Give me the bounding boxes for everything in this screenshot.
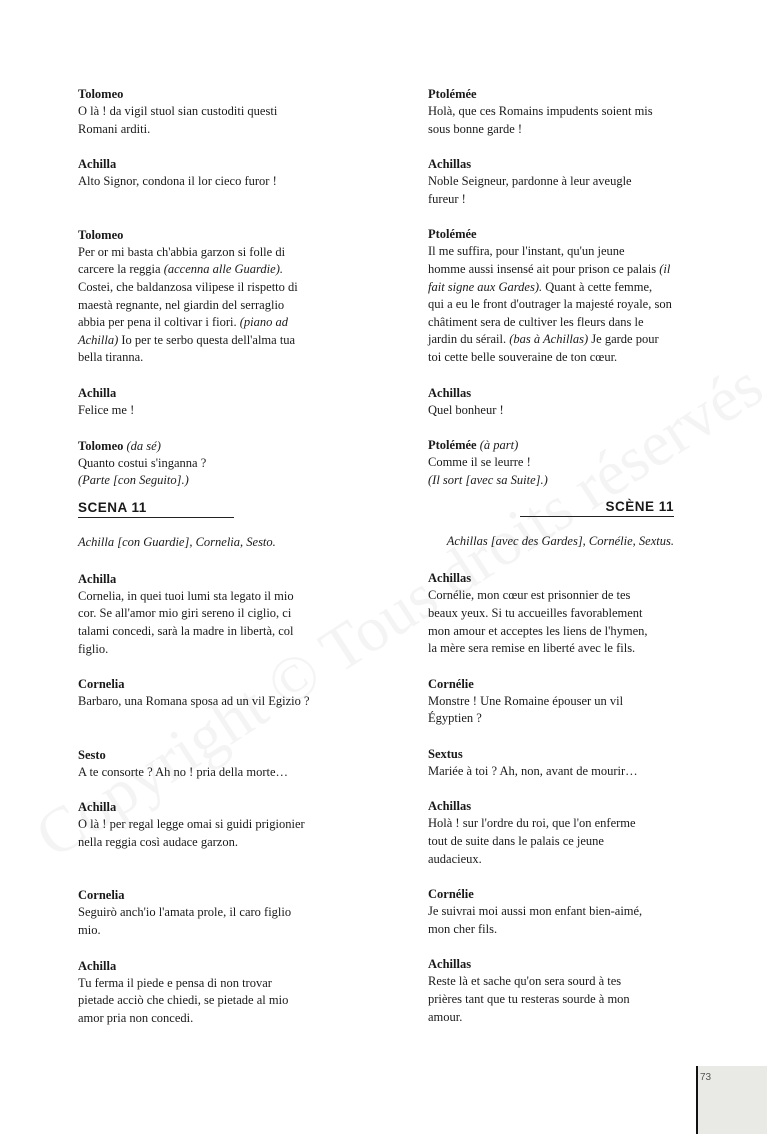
dialogue-line [78,588,326,606]
speaker-label: Cornélie [428,887,474,902]
dialogue-text: Alto Signor, condona il lor cieco furor ! [78,174,277,189]
speaker-label: Achillas [428,385,472,400]
dialogue-line [428,710,674,728]
dialogue-line [428,472,674,490]
speaker-name [428,156,674,173]
speaker-name [78,438,326,455]
dialogue-block [428,676,674,728]
dialogue-line [78,455,326,473]
speaker-label: Tolomeo [78,438,124,453]
italian-dialogue-scene [78,571,326,1028]
speaker-name [78,86,326,103]
dialogue-text: amour. [428,1009,463,1024]
dialogue-text: Quanto costui s'inganna ? [78,455,207,470]
dialogue-text: Reste là et sache qu'on sera sourd à tes [428,974,622,989]
dialogue-text: A te consorte ? Ah no ! pria della morte… [78,764,289,779]
dialogue-text: toi cette belle souveraine de ton cœur. [428,349,618,364]
speaker-label: Sextus [428,746,463,761]
speaker-label: Achilla [78,800,117,815]
dialogue-text: fureur ! [428,191,466,206]
dialogue-text: beaux yeux. Si tu accueilles favorablement [428,605,643,620]
dialogue-block [78,86,326,138]
speaker-name [78,676,326,693]
dialogue-text: O là ! da vigil stuol sian custoditi questi [78,104,278,118]
dialogue-text: O là ! per regal legge omai si guidi prigionier [78,817,305,832]
dialogue-text: jardin du sérail. [428,332,510,347]
dialogue-line [428,1009,674,1027]
dialogue-text: Barbaro, una Romana sposa ad un vil Egizio ? [78,694,310,709]
dialogue-text: Seguirò anch'io l'amata prole, il caro figlio [78,905,292,920]
dialogue-line [78,1010,326,1028]
dialogue-block [78,747,326,782]
stage-direction: (bas à Achillas) [509,332,589,347]
dialogue-text: cor. Se all'amor mio giri sereno il ciglio, ci [78,606,292,621]
dialogue-line [78,314,326,332]
speaker-name [428,746,674,763]
dialogue-line [78,244,326,262]
dialogue-line [78,349,326,367]
dialogue-text: tout de suite dans le palais ce jeune [428,834,604,849]
dialogue-block [78,385,326,420]
speaker-label: Achillas [428,571,472,586]
speaker-label: Cornelia [78,888,125,903]
dialogue-block [78,958,326,1028]
dialogue-text: Je garde pour [588,332,659,347]
page-number: 73 [700,1072,712,1083]
dialogue-line [78,297,326,315]
speaker-label: Achilla [78,958,117,973]
dialogue-line [78,261,326,279]
dialogue-text: amor pria non concedi. [78,1010,194,1025]
dialogue-text: Mariée à toi ? Ah, non, avant de mourir… [428,763,638,778]
dialogue-line [428,279,674,297]
speaker-name [78,385,326,402]
dialogue-text: audacieux. [428,851,482,866]
dialogue-line [78,641,326,659]
dialogue-text: mio. [78,923,101,938]
dialogue-text: qui a eu le front d'outrager la majesté royale, son [428,297,672,312]
dialogue-line [428,587,674,605]
speaker-name [78,799,326,816]
dialogue-text: Quel bonheur ! [428,402,504,417]
dialogue-line [78,922,326,940]
dialogue-line [78,764,326,782]
stage-direction: Achilla) [78,332,119,347]
dialogue-text: nella reggia così audace garzon. [78,834,238,849]
dialogue-block [78,676,326,711]
dialogue-text: Monstre ! Une Romaine épouser un vil [428,693,624,708]
speaker-label: Ptolémée [428,227,477,242]
dialogue-line [428,903,674,921]
dialogue-text: homme aussi insensé ait pour prison ce palais [428,261,660,276]
dialogue-line [428,851,674,869]
speaker-label: Ptolémée [428,438,477,453]
dialogue-text: la mère sera remise en liberté avec le fils. [428,641,636,656]
dialogue-text: Tu ferma il piede e pensa di non trovar [78,975,272,990]
speaker-name [428,437,674,454]
dialogue-block [78,227,326,367]
dialogue-line [428,623,674,641]
dialogue-block [428,437,674,489]
scene-heading-french [428,499,674,523]
speaker-label: Achilla [78,157,117,172]
dialogue-block [428,156,674,208]
dialogue-text: Felice me ! [78,402,135,417]
dialogue-line [78,904,326,922]
dialogue-text: châtiment sera de cultiver les fleurs dans le [428,314,644,329]
speaker-name [78,887,326,904]
dialogue-block [428,886,674,938]
stage-direction: (Il sort [avec sa Suite].) [428,472,548,487]
speaker-name [78,227,326,244]
speaker-label: Tolomeo [78,227,124,242]
scene-rule-french [520,516,674,517]
scene-rule-italian [78,517,234,518]
dialogue-line [78,693,326,711]
speaker-name [78,571,326,588]
speaker-label: Cornélie [428,676,474,691]
speaker-label: Sesto [78,747,106,762]
scene-title-french: SCÈNE 11 [605,499,674,515]
dialogue-text: figlio. [78,641,109,656]
dialogue-text: Io per te serbo questa dell'alma tua [118,332,296,347]
dialogue-line [428,763,674,781]
scene-title-italian: SCENA 11 [78,499,147,515]
dialogue-text: Égyptien ? [428,711,482,726]
dialogue-line [428,921,674,939]
dialogue-line [428,605,674,623]
dialogue-line [78,623,326,641]
speaker-name [428,886,674,903]
dialogue-text: maestà regnante, nel giardin del serraglio [78,297,285,312]
speaker-label: Achillas [428,157,472,172]
stage-direction: fait signe aux Gardes). [428,279,543,294]
speaker-name [428,956,674,973]
dialogue-text: Holà ! sur l'ordre du roi, que l'on enferme [428,816,636,831]
dialogue-line [428,973,674,991]
speaker-name [428,385,674,402]
dialogue-text: Quant à cette femme, [542,279,653,294]
dialogue-block [78,438,326,490]
french-column [428,86,674,1026]
dialogue-line [78,121,326,139]
dialogue-line [78,103,326,121]
dialogue-line [78,605,326,623]
scene-cast-italian: Achilla [con Guardie], Cornelia, Sesto. [78,534,276,549]
dialogue-text: prières tant que tu resteras sourde à mon [428,992,630,1007]
dialogue-block [78,887,326,939]
dialogue-block [428,746,674,781]
stage-direction: (da sé) [126,438,161,453]
dialogue-text: Per or mi basta ch'abbia garzon si folle di [78,244,286,259]
dialogue-block [428,570,674,657]
dialogue-text: Romani arditi. [78,121,151,136]
dialogue-line [428,261,674,279]
speaker-label: Achilla [78,571,117,586]
dialogue-text: Comme il se leurre ! [428,455,531,470]
dialogue-line [428,296,674,314]
speaker-label: Achillas [428,957,472,972]
dialogue-text: Il me suffira, pour l'instant, qu'un jeune [428,244,625,259]
page-corner-rule [696,1066,698,1134]
scene-heading-italian [78,500,326,524]
speaker-name [78,156,326,173]
dialogue-text: mon amour et acceptes les liens de l'hymen, [428,623,648,638]
italian-column [78,86,326,1027]
dialogue-line [428,693,674,711]
dialogue-block [428,798,674,868]
dialogue-line [428,314,674,332]
dialogue-text: talami concedi, sarà la madre in libertà, col [78,623,294,638]
speaker-name [428,86,674,103]
dialogue-text: carcere la reggia [78,262,164,277]
dialogue-line [78,279,326,297]
stage-direction: (accenna alle Guardie). [163,262,283,277]
dialogue-line [428,640,674,658]
speaker-label: Achillas [428,799,472,814]
dialogue-text: mon cher fils. [428,921,498,936]
stage-direction: (il [659,261,671,276]
french-dialogue-scene [428,570,674,1026]
dialogue-text: Cornélie, mon cœur est prisonnier de tes [428,588,631,603]
dialogue-line [428,402,674,420]
dialogue-text: sous bonne garde ! [428,121,523,136]
speaker-name [78,747,326,764]
dialogue-text: Noble Seigneur, pardonne à leur aveugle [428,174,632,189]
dialogue-line [78,472,326,490]
dialogue-line [78,173,326,191]
speaker-name [428,570,674,587]
dialogue-line [78,816,326,834]
stage-direction: (Parte [con Seguito].) [78,473,189,488]
dialogue-block [78,571,326,658]
dialogue-line [78,402,326,420]
dialogue-text: Je suivrai moi aussi mon enfant bien-aimé, [428,904,643,919]
dialogue-line [428,173,674,191]
scene-cast-french: Achillas [avec des Gardes], Cornélie, Sextus. [446,534,674,549]
dialogue-block [78,156,326,191]
dialogue-line [428,243,674,261]
dialogue-text: abbia per pena il coltivar i fiori. [78,315,240,330]
dialogue-text: bella tiranna. [78,350,144,365]
dialogue-line [428,121,674,139]
dialogue-text: Cornelia, in quei tuoi lumi sta legato il mio [78,588,294,603]
dialogue-line [428,331,674,349]
stage-direction: (piano ad [239,315,289,330]
speaker-name [428,226,674,243]
speaker-name [428,676,674,693]
italian-dialogue-before-scene [78,86,326,490]
dialogue-text: Costei, che baldanzosa vilipese il rispetto di [78,279,298,294]
dialogue-line [428,454,674,472]
speaker-label: Cornelia [78,677,125,692]
dialogue-text: pietade acciò che chiedi, se pietade al mio [78,993,289,1008]
dialogue-line [428,349,674,367]
speaker-label: Ptolémée [428,87,477,101]
dialogue-line [428,833,674,851]
dialogue-line [428,103,674,121]
dialogue-line [78,992,326,1010]
dialogue-block [428,86,674,138]
speaker-name [428,798,674,815]
dialogue-text: Holà, que ces Romains impudents soient mis [428,104,653,118]
dialogue-line [428,191,674,209]
dialogue-line [428,815,674,833]
dialogue-block [428,385,674,420]
french-dialogue-before-scene [428,86,674,489]
speaker-label: Tolomeo [78,87,124,101]
dialogue-line [78,332,326,350]
dialogue-block [428,956,674,1026]
speaker-name [78,958,326,975]
stage-direction: (à part) [479,438,519,453]
dialogue-line [78,834,326,852]
dialogue-block [78,799,326,851]
dialogue-block [428,226,674,366]
dialogue-line [428,991,674,1009]
dialogue-line [78,975,326,993]
speaker-label: Achilla [78,385,117,400]
